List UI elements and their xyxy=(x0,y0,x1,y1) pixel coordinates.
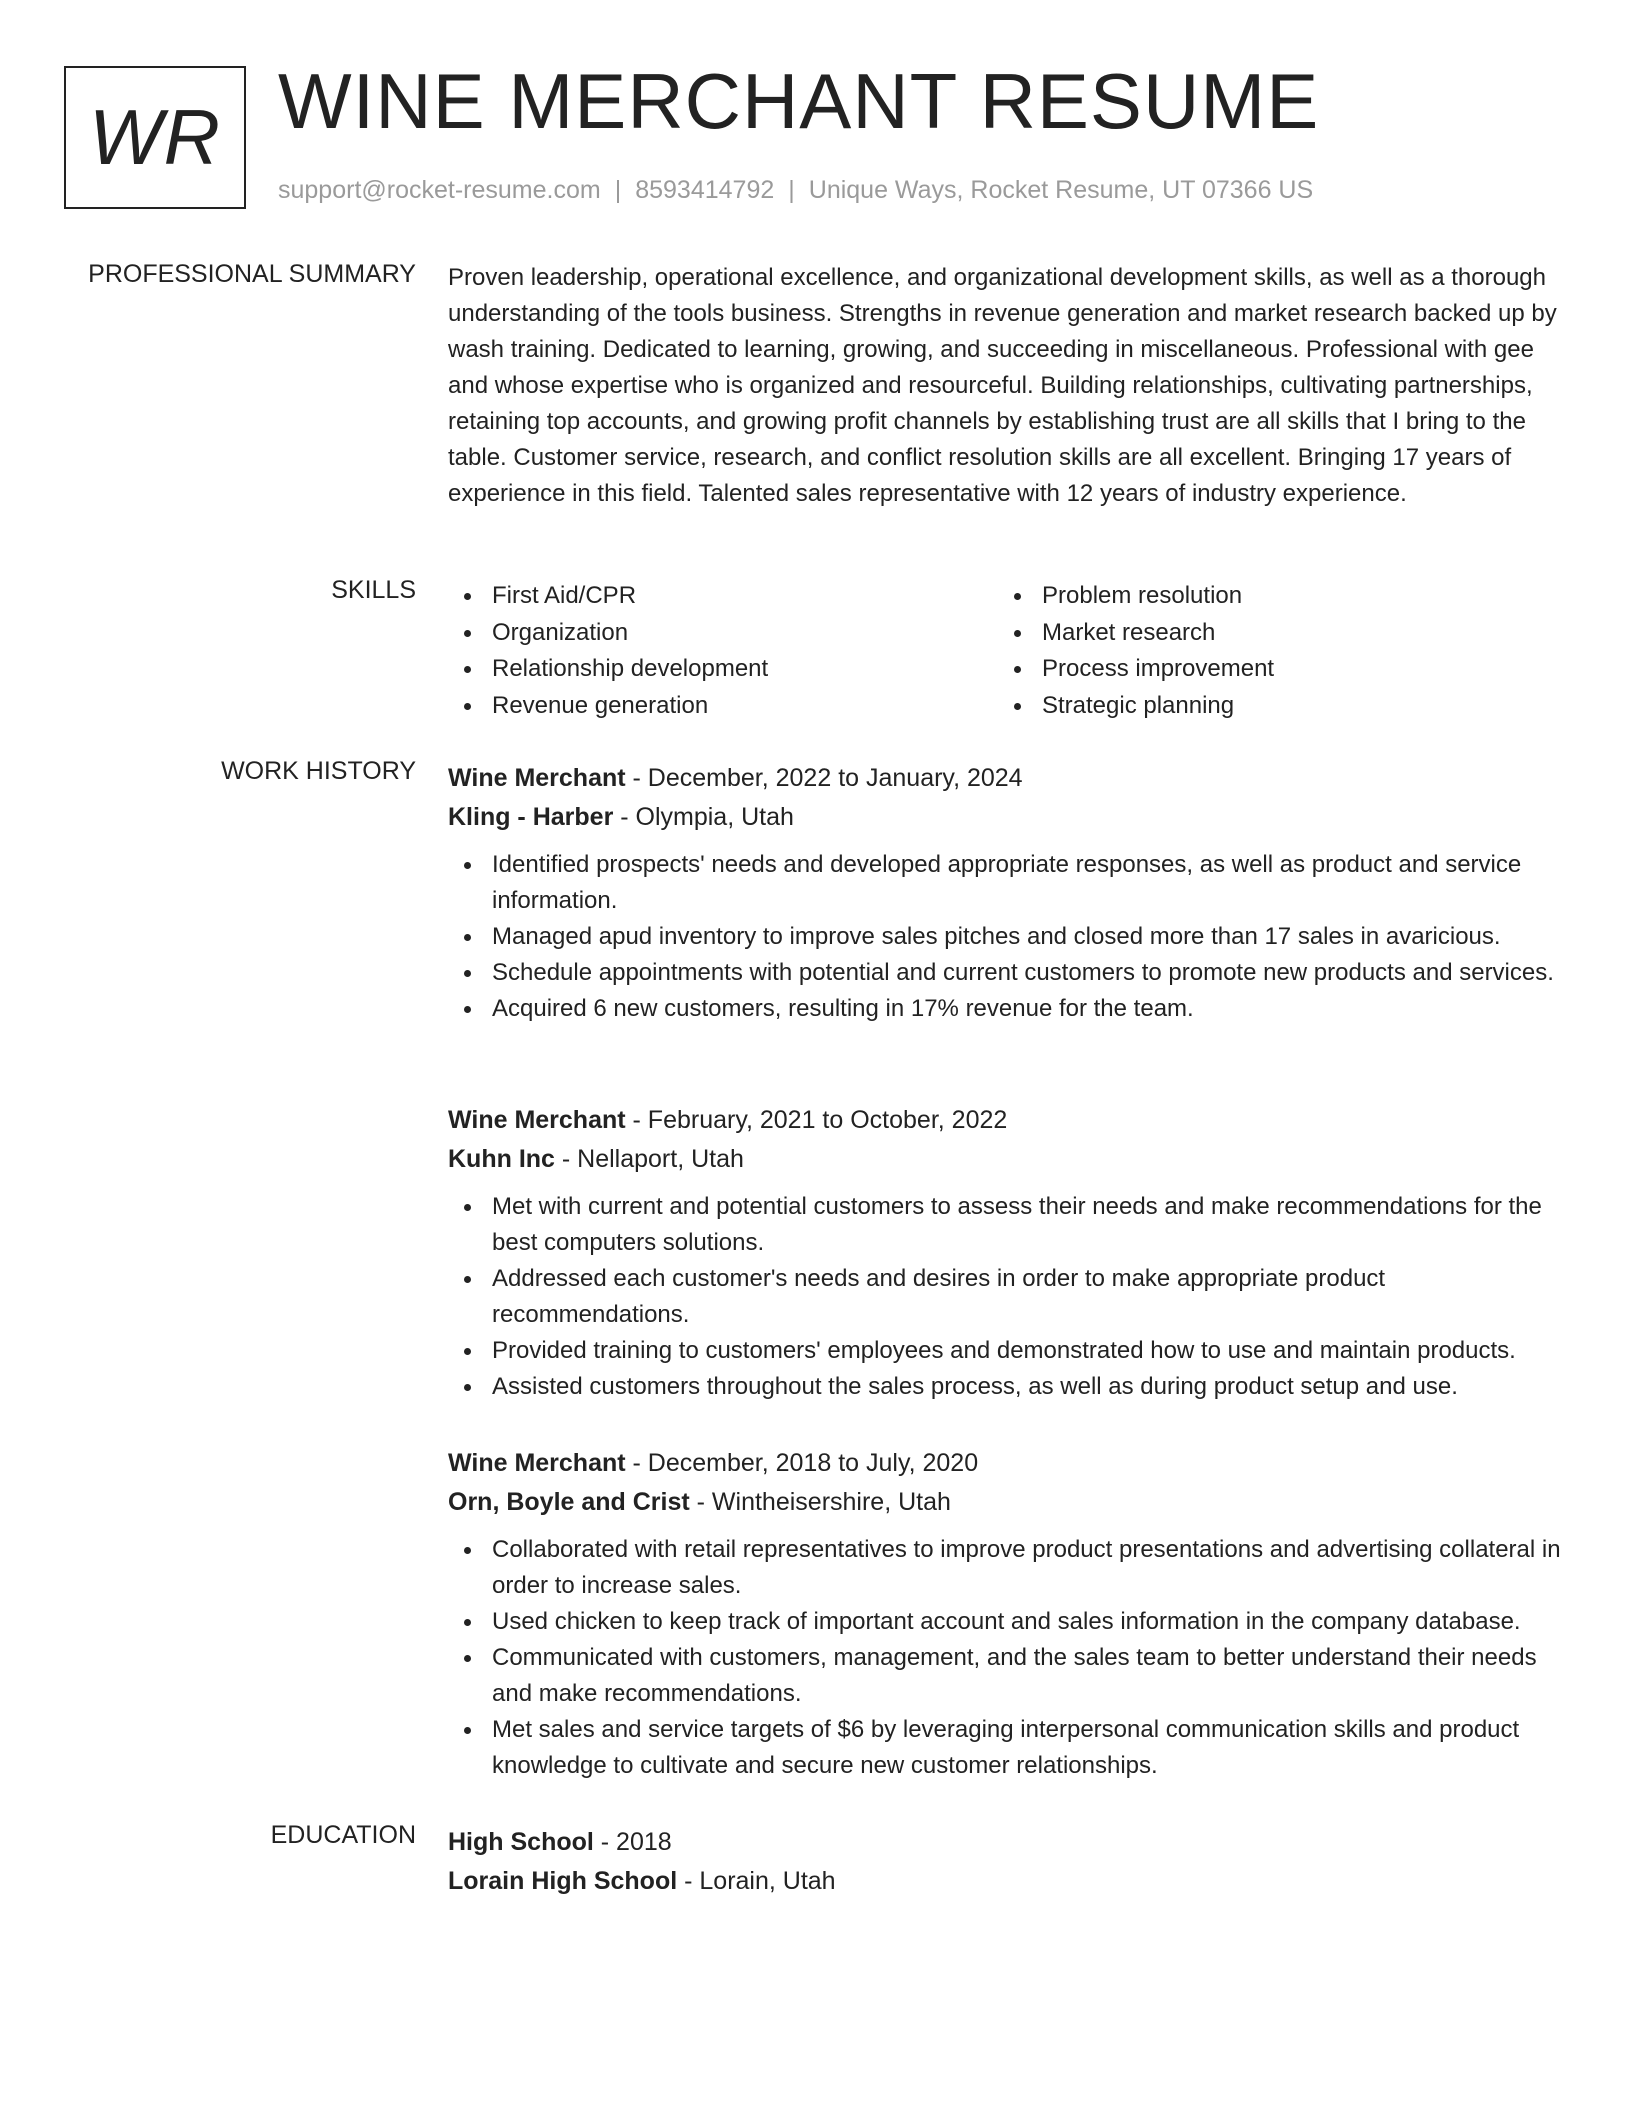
company-location: - Olympia, Utah xyxy=(613,803,794,831)
job-entry xyxy=(448,759,1578,1027)
job-entry xyxy=(448,1444,1578,1784)
skill-item: Organization xyxy=(448,615,998,652)
job-bullets xyxy=(448,1532,1578,1784)
job-bullet: Met sales and service targets of $6 by leveraging interpersonal communication skills and product knowledge to cultivate and secure new customer relationships. xyxy=(448,1712,1578,1784)
monogram-initials: WR xyxy=(89,93,221,181)
skill-item: Revenue generation xyxy=(448,688,998,725)
company-line xyxy=(448,1139,1578,1179)
skills-list xyxy=(448,578,1568,724)
company-line xyxy=(448,1482,1578,1522)
job-title: Wine Merchant xyxy=(448,1449,626,1477)
school-name: Lorain High School xyxy=(448,1867,678,1895)
skill-item: Process improvement xyxy=(998,651,1548,688)
job-bullets xyxy=(448,1189,1578,1405)
job-bullet: Met with current and potential customers to assess their needs and make recommendations for the best computers solutions. xyxy=(448,1189,1578,1261)
degree-year: - 2018 xyxy=(593,1828,672,1856)
education-entry xyxy=(448,1823,1568,1901)
job-bullet: Schedule appointments with potential and current customers to promote new products and services. xyxy=(448,955,1578,991)
job-bullet: Used chicken to keep track of important account and sales information in the company database. xyxy=(448,1604,1578,1640)
job-title-line xyxy=(448,759,1578,797)
skill-item: First Aid/CPR xyxy=(448,578,998,615)
section-label-education: EDUCATION xyxy=(270,1821,416,1849)
job-bullet: Addressed each customer's needs and desires in order to make appropriate product recommendations. xyxy=(448,1261,1578,1333)
company-location: - Nellaport, Utah xyxy=(554,1145,744,1173)
contact-address: Unique Ways, Rocket Resume, UT 07366 US xyxy=(808,176,1314,204)
skill-item: Problem resolution xyxy=(998,578,1548,615)
section-label-summary: PROFESSIONAL SUMMARY xyxy=(88,260,416,288)
job-bullet: Communicated with customers, management, and the sales team to better understand their needs and make recommendations. xyxy=(448,1640,1578,1712)
summary-text: Proven leadership, operational excellence, and organizational development skills, as well as a thorough understanding of the tools business. Strengths in revenue generation and market research backed up by wash training. Dedicated to learning, growing, and succeeding in miscellaneous. Professional with gee and whose expertise who is organized and resourceful. Building relationships, cultivating partnerships, retaining top accounts, and growing profit channels by establishing trust are all skills that I bring to the table. Customer service, research, and conflict resolution skills are all excellent. Bringing 17 years of experience in this field. Talented sales representative with 12 years of industry experience. xyxy=(448,264,1557,507)
section-label-work: WORK HISTORY xyxy=(221,757,416,785)
job-bullet: Identified prospects' needs and developed appropriate responses, as well as product and service information. xyxy=(448,847,1578,919)
skill-item: Market research xyxy=(998,615,1548,652)
company-name: Orn, Boyle and Crist xyxy=(448,1488,690,1516)
company-name: Kling - Harber xyxy=(448,803,614,831)
skill-item: Strategic planning xyxy=(998,688,1548,725)
company-line xyxy=(448,797,1578,837)
job-dates: - December, 2018 to July, 2020 xyxy=(625,1449,979,1477)
skill-item: Relationship development xyxy=(448,651,998,688)
job-entry xyxy=(448,1101,1578,1405)
job-title-line xyxy=(448,1444,1578,1482)
job-bullet: Collaborated with retail representatives to improve product presentations and advertising collateral in order to increase sales. xyxy=(448,1532,1578,1604)
job-bullet: Provided training to customers' employees and demonstrated how to use and maintain products. xyxy=(448,1333,1578,1369)
job-title: Wine Merchant xyxy=(448,1106,626,1134)
job-bullet: Assisted customers throughout the sales process, as well as during product setup and use. xyxy=(448,1369,1578,1405)
company-location: - Wintheisershire, Utah xyxy=(689,1488,951,1516)
job-bullet: Acquired 6 new customers, resulting in 17% revenue for the team. xyxy=(448,991,1578,1027)
company-name: Kuhn Inc xyxy=(448,1145,555,1173)
job-dates: - December, 2022 to January, 2024 xyxy=(625,764,1023,792)
job-dates: - February, 2021 to October, 2022 xyxy=(625,1106,1008,1134)
job-title-line xyxy=(448,1101,1578,1139)
job-title: Wine Merchant xyxy=(448,764,626,792)
contact-separator: | xyxy=(788,176,795,204)
contact-email: support@rocket-resume.com xyxy=(278,176,601,204)
school-line xyxy=(448,1861,1568,1901)
skills-column-right xyxy=(998,578,1548,724)
degree-line xyxy=(448,1823,1568,1861)
resume-title: WINE MERCHANT RESUME xyxy=(278,57,1320,145)
job-bullets xyxy=(448,847,1578,1027)
monogram-box xyxy=(64,66,246,209)
section-label-skills: SKILLS xyxy=(331,576,416,604)
school-location: - Lorain, Utah xyxy=(677,1867,836,1895)
contact-separator: | xyxy=(614,176,622,204)
contact-phone: 8593414792 xyxy=(635,176,775,204)
contact-line xyxy=(278,176,1313,205)
degree-name: High School xyxy=(448,1828,594,1856)
job-bullet: Managed apud inventory to improve sales pitches and closed more than 17 sales in avaricious. xyxy=(448,919,1578,955)
skills-column-left xyxy=(448,578,998,724)
